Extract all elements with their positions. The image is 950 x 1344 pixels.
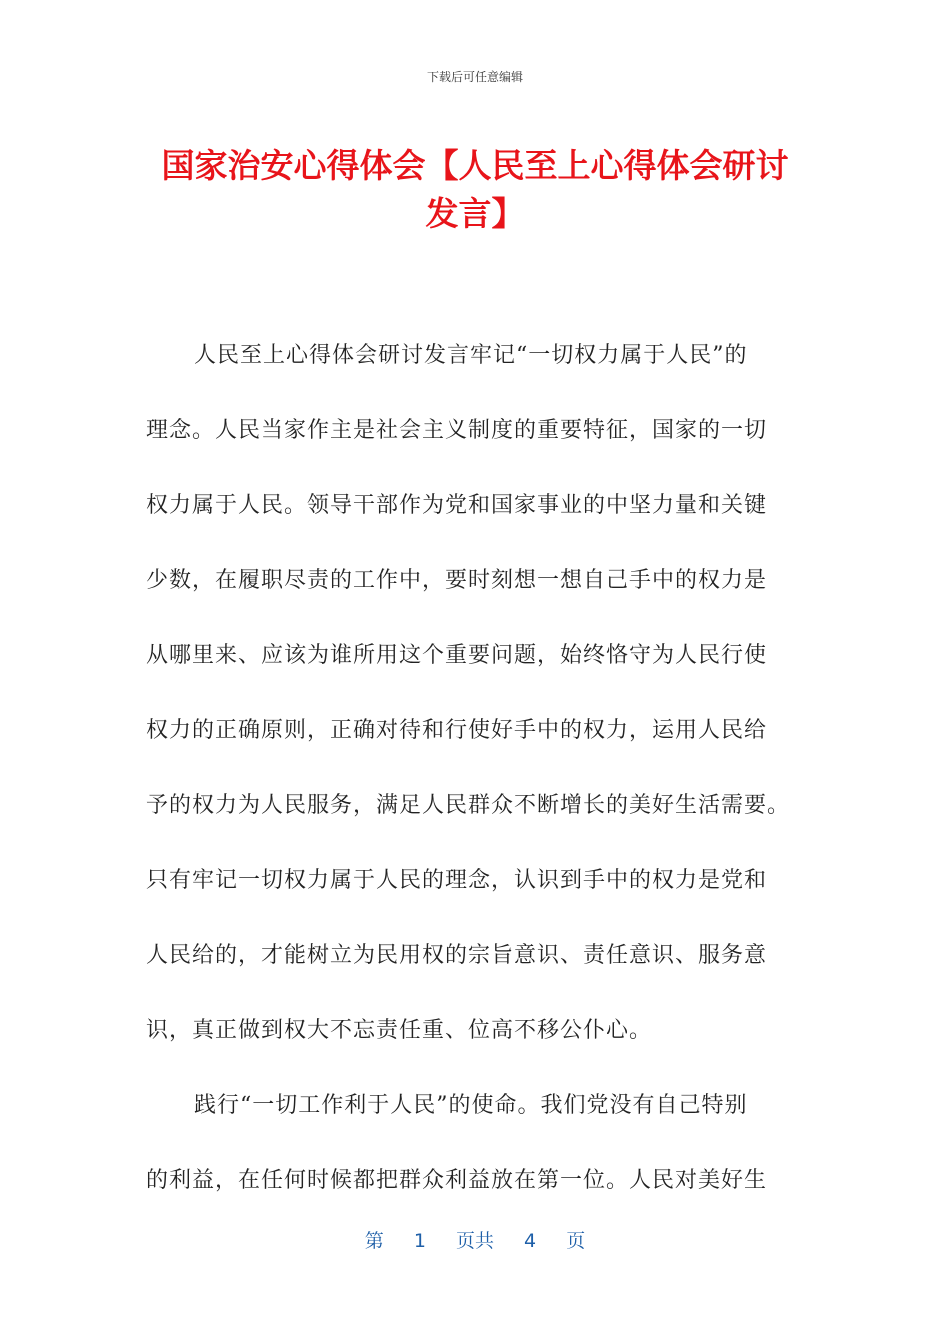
title-line-2: 发言】: [425, 194, 525, 233]
document-title: [145, 142, 805, 238]
document-body: [146, 318, 806, 1218]
page-footer: [0, 1226, 950, 1253]
header-note: 下载后可任意编辑: [426, 70, 523, 84]
page-total: 4: [524, 1230, 537, 1252]
paragraph-line: 践行“一切工作利于人民”的使命。我们党没有自己特别: [194, 1093, 748, 1118]
page-label-suffix: 页: [566, 1230, 586, 1252]
paragraph-line: 只有牢记一切权力属于人民的理念，认识到手中的权力是党和: [146, 868, 768, 893]
page-label-mid: 页共: [455, 1230, 494, 1252]
paragraph-line: 识，真正做到权大不忘责任重、位高不移公仆心。: [146, 1018, 653, 1043]
paragraph-line: 人民给的，才能树立为民用权的宗旨意识、责任意识、服务意: [146, 943, 768, 968]
paragraph-line: 权力的正确原则，正确对待和行使好手中的权力，运用人民给: [146, 718, 768, 743]
page-number: 1: [413, 1230, 426, 1252]
paragraph-line: 从哪里来、应该为谁所用这个重要问题，始终恪守为人民行使: [146, 643, 768, 668]
title-line-1: 国家治安心得体会【人民至上心得体会研讨: [161, 146, 789, 185]
paragraph-line: 予的权力为人民服务，满足人民群众不断增长的美好生活需要。: [146, 793, 791, 818]
page-label-prefix: 第: [364, 1230, 384, 1252]
paragraph-line: 的利益，在任何时候都把群众利益放在第一位。人民对美好生: [146, 1168, 768, 1193]
paragraph-line: 权力属于人民。领导干部作为党和国家事业的中坚力量和关键: [146, 493, 768, 518]
paragraph-line: 理念。人民当家作主是社会主义制度的重要特征，国家的一切: [146, 418, 768, 443]
paragraph-line: 人民至上心得体会研讨发言牢记“一切权力属于人民”的: [194, 343, 748, 368]
paragraph-line: 少数，在履职尽责的工作中，要时刻想一想自己手中的权力是: [146, 568, 768, 593]
